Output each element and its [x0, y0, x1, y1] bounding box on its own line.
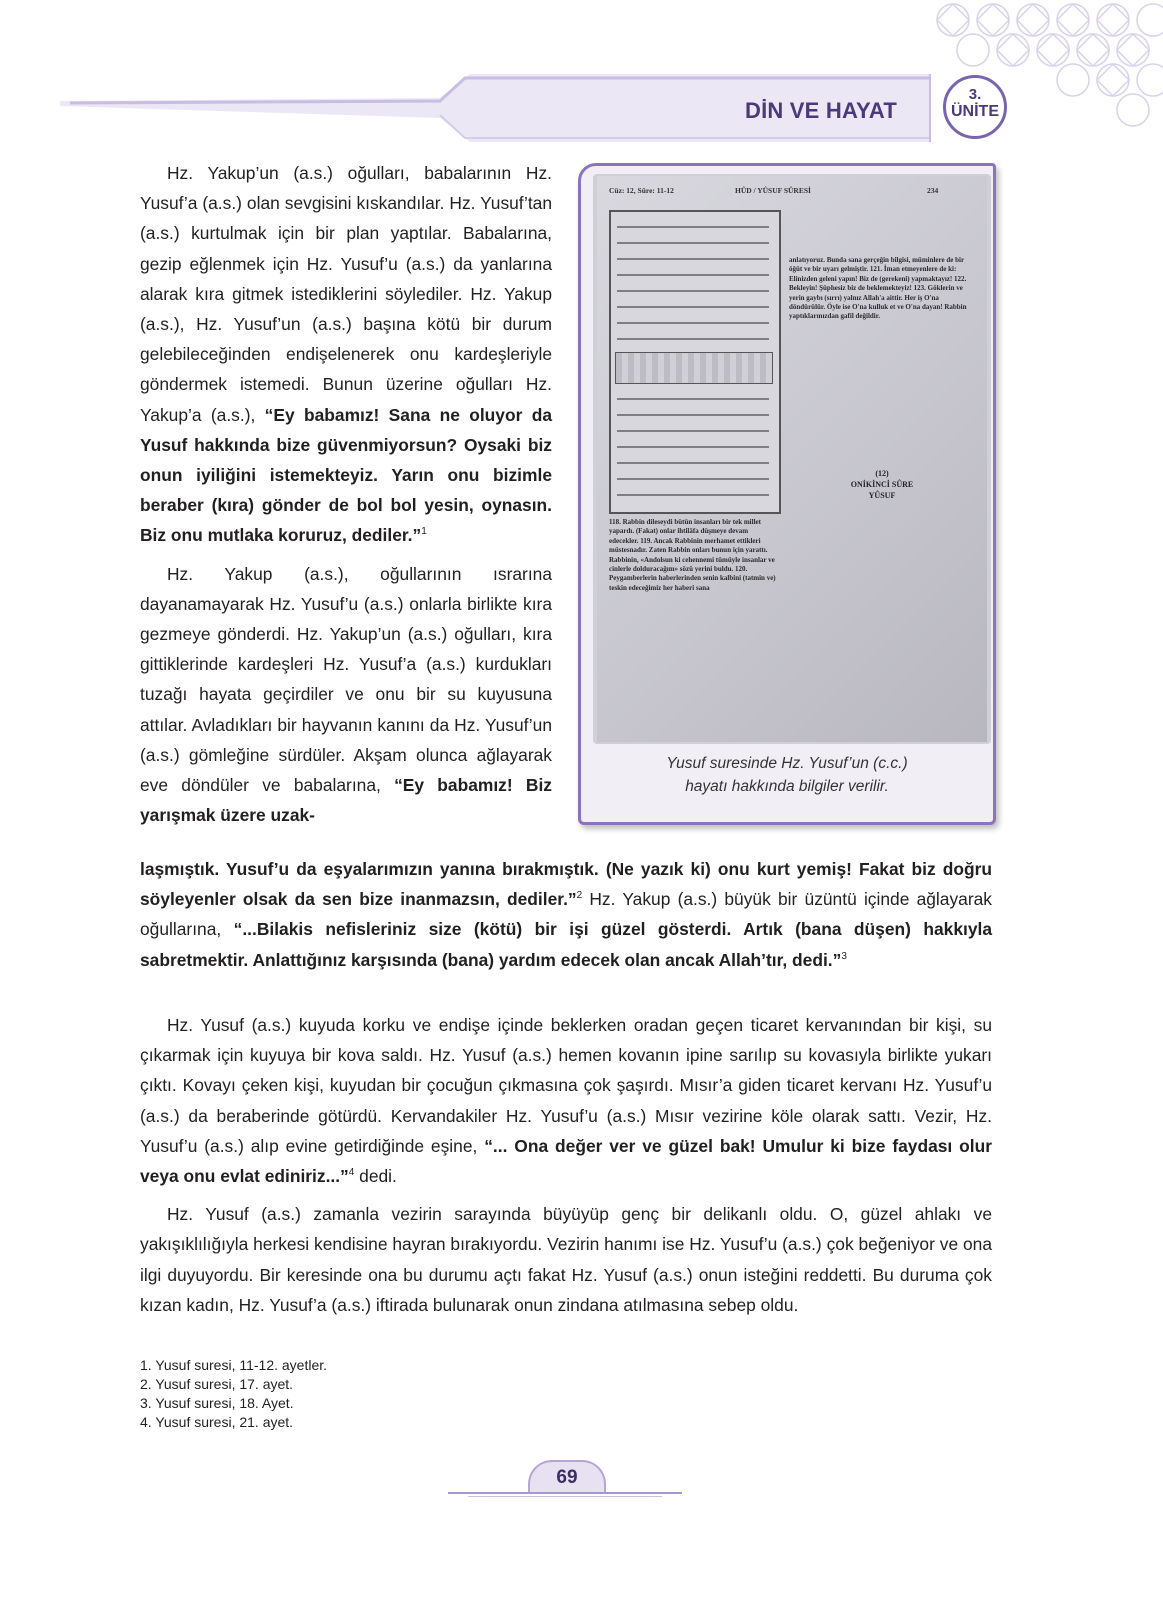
unit-number: 3.: [968, 86, 982, 103]
arabic-line: [617, 494, 769, 496]
paragraph-1-quote: “Ey babamız! Sana ne oluyor da Yusuf hakkında bize güvenmiyorsun? Oysaki biz onun iyiliğini istemekteyiz. Yarın onu bizimle beraber (kıra) gönder de bol bol yesin, oynasın. Biz onu mutlaka koruruz, dediler.”: [140, 404, 552, 546]
page-number-tab: [448, 1460, 682, 1504]
footnote-2: 2. Yusuf suresi, 17. ayet.: [140, 1376, 294, 1392]
book-page: [597, 176, 987, 742]
arabic-line: [617, 446, 769, 448]
footnote-ref-1: 1: [421, 526, 427, 538]
footnote-ref-3: 3: [841, 950, 847, 962]
quote-sabir: “...Bilakis nefisleriniz size (kötü) bir işi güzel gösterdi. Artık (bana düşen) hakkıyla sabretmektir. Anlattığınız karşısında (bana) yardım edecek olan ancak Allah’tır, dedi.”: [140, 919, 992, 970]
paragraph-3-end: dedi.: [354, 1166, 397, 1187]
left-column-text: [140, 158, 552, 830]
paragraph-2: [140, 559, 552, 831]
quran-photo-box: [578, 163, 996, 825]
arabic-line: [617, 290, 769, 292]
arabic-line: [617, 414, 769, 416]
sura-number: (12): [875, 469, 889, 478]
arabic-line: [617, 430, 769, 432]
book-header-right: 234: [927, 186, 939, 195]
book-header-center: HÛD / YÛSUF SÛRESİ: [735, 186, 811, 195]
arabic-line: [617, 274, 769, 276]
page-rule-thin: [468, 1496, 662, 1497]
sura-name-1: ONİKİNCİ SÛRE: [850, 480, 914, 489]
sura-ornament: [615, 352, 773, 384]
unit-title: DİN VE HAYAT: [745, 98, 897, 123]
paragraph-3-quote: “... Ona değer ver ve güzel bak! Umulur ki bize faydası olur veya onu evlat ediniriz...”: [140, 1135, 992, 1187]
book-left-column: 118. Rabbin dileseydi bütün insanları bir tek millet yapardı. (Fakat) onlar ihtilâfa düşmeye devam edecekler. 119. Ancak Rabbinin merhamet ettikleri müstesnadır. Zaten Rabbin onları bunun için yarattı. Rabbinin, «Andolsun ki cehennemi tümüyle insanlar ve cinlerle dolduracağım» sözü yerini buldu. 120. Peygamberlerin haberlerinden senin kalbini (tatmin ve) teskin edeceğimiz her haberi sana: [609, 518, 776, 592]
book-right-column: anlatıyoruz. Bunda sana gerçeğin bilgisi, müminlere de bir öğüt ve bir uyarı gelmiştir. 121. İman etmeyenlere de ki: Elinizden geleni yapın! Biz de (gerekeni) yapmaktayız! 122. Bekleyin! Şüphesiz biz de beklemekteyiz! 123. Göklerin ve yerin gaybı (sırrı) yalnız Allah'a aittir. Her iş O'na döndürülür. Öyle ise O'na kulluk et ve O'na dayan! Rabbin yaptıklarınızdan gafil değildir.: [789, 256, 967, 321]
sura-name-2: YÛSUF: [868, 491, 896, 500]
caption-line-1: Yusuf suresinde Hz. Yusuf’un (c.c.): [666, 755, 908, 772]
footnotes: [140, 1356, 327, 1432]
paragraph-3-text: Hz. Yusuf (a.s.) kuyuda korku ve endişe içinde beklerken oradan geçen ticaret kervanından bir kişi, su çıkarmak için kuyuya bir kova saldı. Hz. Yusuf (a.s.) hemen kovanın ipine sarılıp su kovasıyla birlikte yukarı çıktı. Kovayı çeken kişi, kuyudan bir çocuğun çıkmasına çok şaşırdı. Mısır’a giden ticaret kervanı Hz. Yusuf’u (a.s.) da beraberinde götürdü. Kervandakiler Hz. Yusuf’u (a.s.) Mısır vezirine köle olarak sattı. Vezir, Hz. Yusuf’u (a.s.) alıp evine getirdiğinde eşine,: [140, 1015, 992, 1156]
quran-book-photo: [593, 174, 991, 744]
page-rule: [448, 1492, 682, 1494]
arabic-line: [617, 398, 769, 400]
arabic-line: [617, 478, 769, 480]
full-width-block-2: [140, 1010, 992, 1320]
page-number: 69: [528, 1460, 606, 1494]
book-header-left: Cüz: 12, Sûre: 11-12: [609, 186, 674, 195]
arabic-line: [617, 322, 769, 324]
paragraph-4-text: Hz. Yusuf (a.s.) zamanla vezirin sarayında büyüyüp genç bir delikanlı oldu. O, güzel ahlakı ve yakışıklılığıyla herkesi kendisine hayran bırakıyordu. Vezirin hanımı ise Hz. Yusuf’u (a.s.) çok beğeniyor ve ona ilgi duyuyordu. Bir keresinde ona bu durumu açtı fakat Hz. Yusuf (a.s.) onun isteğini reddetti. Bu duruma çok kızan kadın, Hz. Yusuf’a (a.s.) iftirada bulunarak onun zindana atılmasına sebep oldu.: [140, 1204, 992, 1315]
arabic-line: [617, 306, 769, 308]
continuation-text: Hz. Yakup (a.s.) büyük bir üzüntü içinde ağlayarak oğullarına,: [140, 889, 992, 940]
paragraph-2-quote-start: “Ey babamız! Biz yarışmak üzere uzak-: [140, 775, 552, 826]
footnote-ref-2: 2: [576, 890, 583, 902]
footnote-1: 1. Yusuf suresi, 11-12. ayetler.: [140, 1357, 328, 1373]
unit-badge: [943, 75, 1007, 139]
paragraph-3: [140, 1010, 992, 1191]
footnote-3: 3. Yusuf suresi, 18. Ayet.: [140, 1395, 294, 1411]
paragraph-4: [140, 1199, 992, 1320]
footnote-ref-4: 4: [348, 1167, 355, 1179]
unit-label: ÜNİTE: [951, 103, 999, 120]
arabic-text-frame: [609, 210, 781, 514]
arabic-line: [617, 258, 769, 260]
paragraph-2-text: Hz. Yakup (a.s.), oğullarının ısrarına dayanamayarak Hz. Yusuf’u (a.s.) onlarla birlikte kıra gezmeye gönderdi. Hz. Yakup’un (a.s.) oğulları, kıra gittiklerinde kardeşleri Hz. Yusuf’a (a.s.) kurdukları tuzağı hayata geçirdiler ve onu bir su kuyusuna attılar. Avladıkları bir hayvanın kanını da Hz. Yusuf’un (a.s.) gömleğine sürdüler. Akşam olunca ağlayarak eve döndüler ve babalarına,: [140, 563, 552, 796]
footnote-4: 4. Yusuf suresi, 21. ayet.: [140, 1414, 294, 1430]
arabic-line: [617, 226, 769, 228]
full-width-block-1: [140, 854, 992, 975]
caption-line-2: hayatı hakkında bilgiler verilir.: [685, 778, 889, 795]
paragraph-2-continuation: [140, 854, 992, 975]
book-sura-heading: [797, 468, 967, 501]
quote-continuation: laşmıştık. Yusuf’u da eşyalarımızın yanına bırakmıştık. (Ne yazık ki) onu kurt yemiş! Fakat biz doğru söyleyenler olsak da sen bize inanmazsın, dediler.”: [140, 859, 992, 910]
paragraph-1-text: Hz. Yakup’un (a.s.) oğulları, babalarının Hz. Yusuf’a (a.s.) olan sevgisini kıskandılar. Hz. Yusuf’tan (a.s.) kurtulmak için bir plan yaptılar. Babalarına, gezip eğlenmek için Hz. Yusuf’u (a.s.) da yanlarına alarak kıra gitmek istediklerini söylediler. Hz. Yakup (a.s.), Hz. Yusuf’un (a.s.) başına kötü bir durum gelebileceğinden endişelenerek onu kardeşleriyle göndermek istemedi. Bunun üzerine oğulları Hz. Yakup’a (a.s.),: [140, 163, 552, 425]
paragraph-1: [140, 158, 552, 551]
arabic-line: [617, 242, 769, 244]
photo-caption: [581, 752, 993, 798]
arabic-line: [617, 338, 769, 340]
arabic-line: [617, 462, 769, 464]
